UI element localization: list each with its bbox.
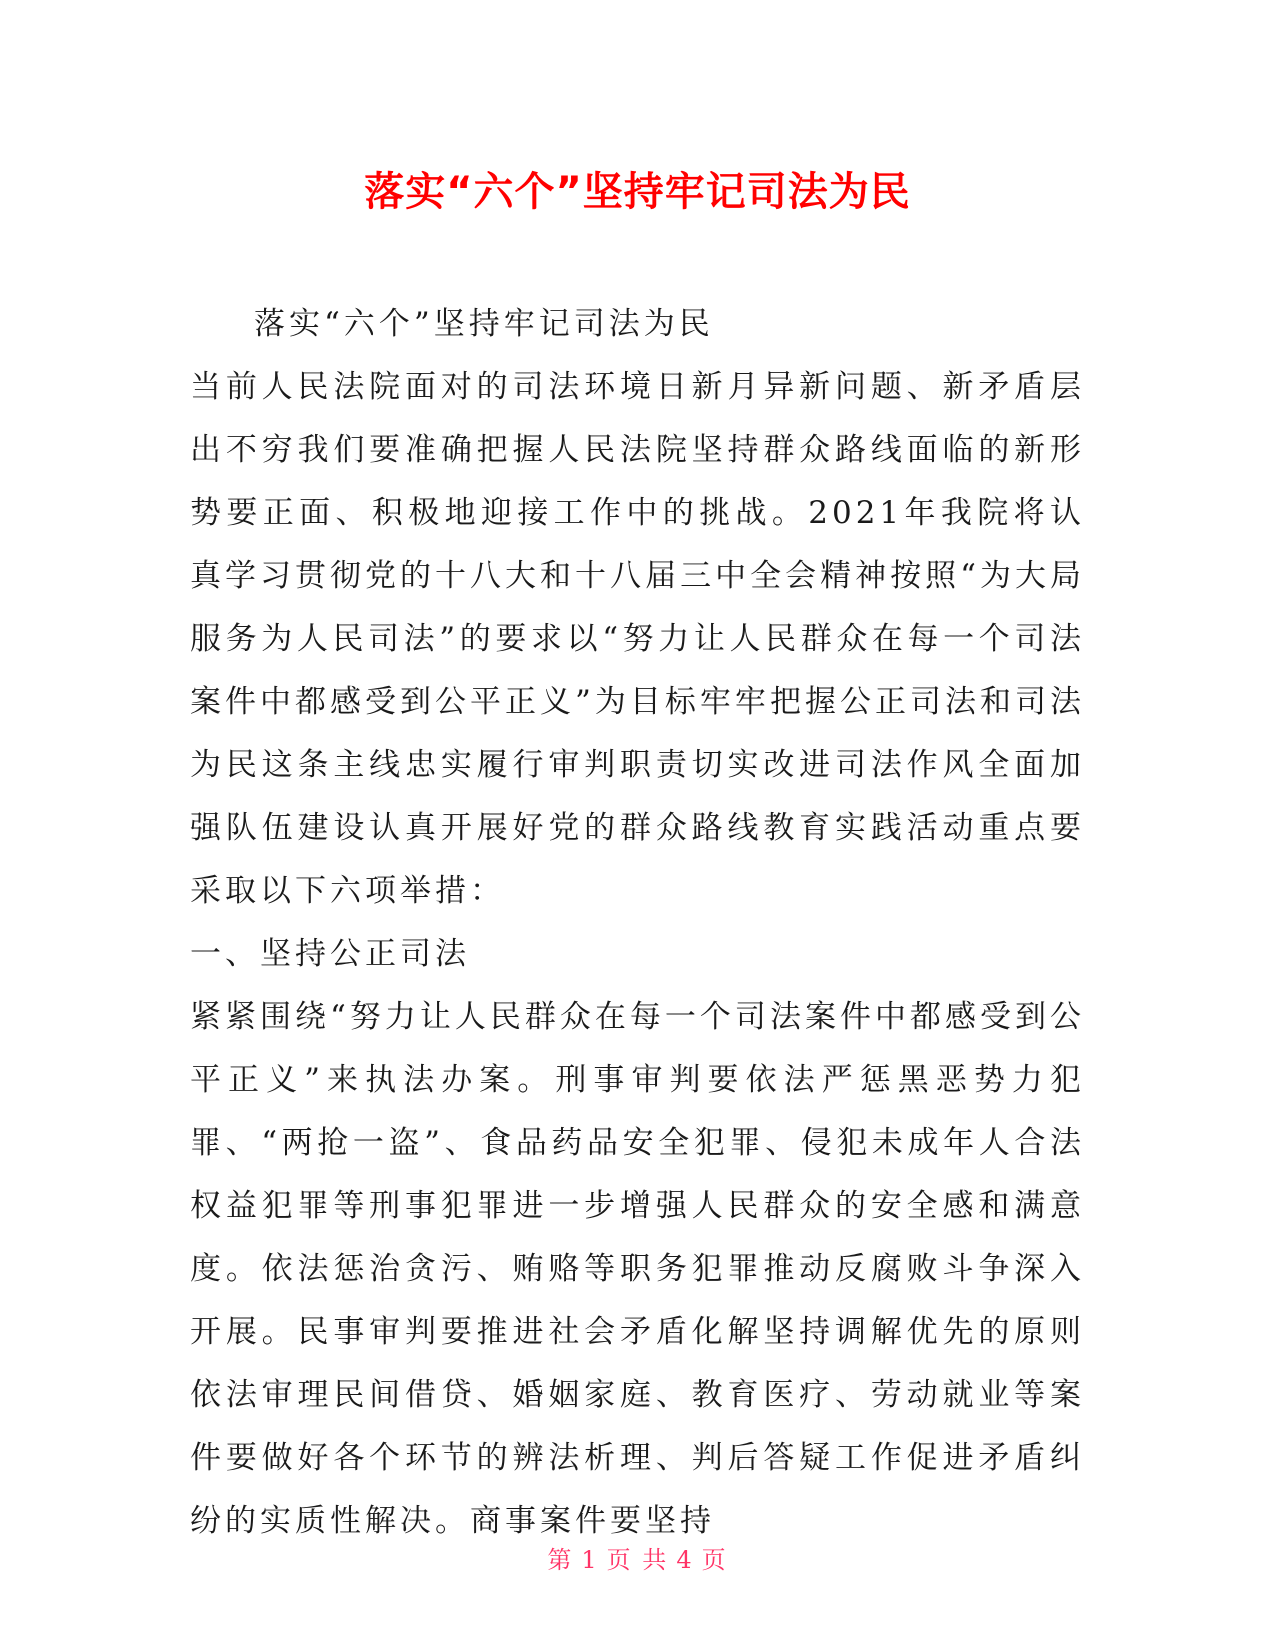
document-body xyxy=(190,293,1085,1553)
page-footer xyxy=(0,1540,1275,1575)
footer-prefix: 第 xyxy=(547,1546,574,1574)
body-paragraph-intro: 当前人民法院面对的司法环境日新月异新问题、新矛盾层出不穷我们要准确把握人民法院坚持群众路线面临的新形势要正面、积极地迎接工作中的挑战。2021年我院将认真学习贯彻党的十八大和十八届三中全会精神按照“为大局服务为人民司法”的要求以“努力让人民群众在每一个司法案件中都感受到公平正义”为目标牢牢把握公正司法和司法为民这条主线忠实履行审判职责切实改进司法作风全面加强队伍建设认真开展好党的群众路线教育实践活动重点要采取以下六项举措： xyxy=(190,369,1085,909)
section-heading-1: 一、坚持公正司法 xyxy=(190,936,470,972)
document-title: 落实“六个”坚持牢记司法为民 xyxy=(364,169,911,215)
footer-current-page: 1 xyxy=(581,1546,599,1574)
footer-suffix: 页 xyxy=(701,1546,728,1574)
footer-mid: 页 共 xyxy=(606,1546,669,1574)
body-paragraph-heading: 落实“六个”坚持牢记司法为民 xyxy=(254,306,714,342)
footer-total-pages: 4 xyxy=(676,1546,694,1574)
body-paragraph-section-1: 紧紧围绕“努力让人民群众在每一个司法案件中都感受到公平正义”来执法办案。刑事审判要依法严惩黑恶势力犯罪、“两抢一盗”、食品药品安全犯罪、侵犯未成年人合法权益犯罪等刑事犯罪进一步增强人民群众的安全感和满意度。依法惩治贪污、贿赂等职务犯罪推动反腐败斗争深入开展。民事审判要推进社会矛盾化解坚持调解优先的原则依法审理民间借贷、婚姻家庭、教育医疗、劳动就业等案件要做好各个环节的辨法析理、判后答疑工作促进矛盾纠纷的实质性解决。商事案件要坚持 xyxy=(190,999,1085,1539)
